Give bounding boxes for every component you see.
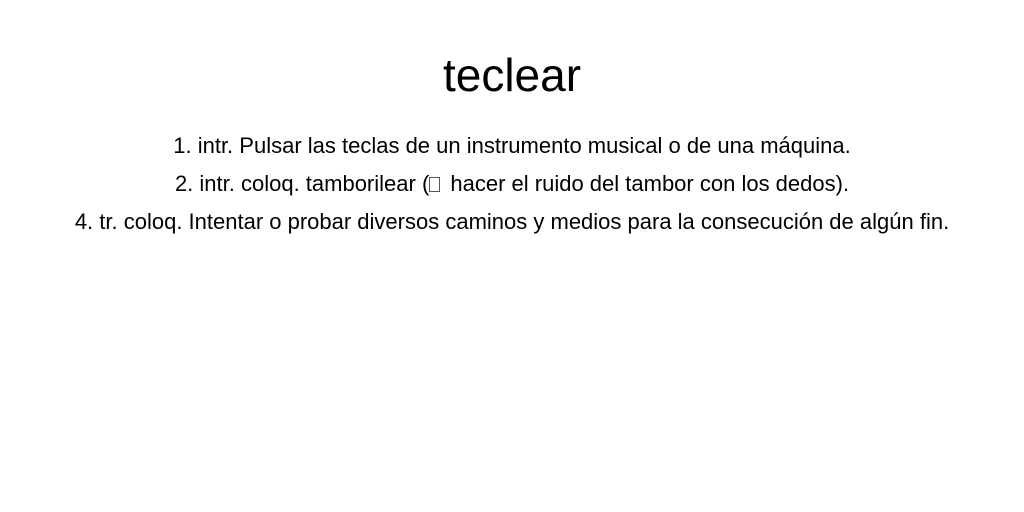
definitions-list — [52, 127, 972, 241]
definition-2-suffix: hacer el ruido del tambor con los dedos). — [444, 171, 850, 196]
missing-glyph-icon — [429, 177, 440, 192]
definition-2-prefix: 2. intr. coloq. tamborilear ( — [174, 171, 430, 196]
definition-1: 1. intr. Pulsar las teclas de un instrumento musical o de una máquina. — [173, 133, 851, 158]
definition-2 — [52, 165, 972, 203]
definition-4: 4. tr. coloq. Intentar o probar diversos caminos y medios para la consecución de algún fin. — [74, 209, 950, 234]
headword: teclear — [442, 49, 582, 101]
